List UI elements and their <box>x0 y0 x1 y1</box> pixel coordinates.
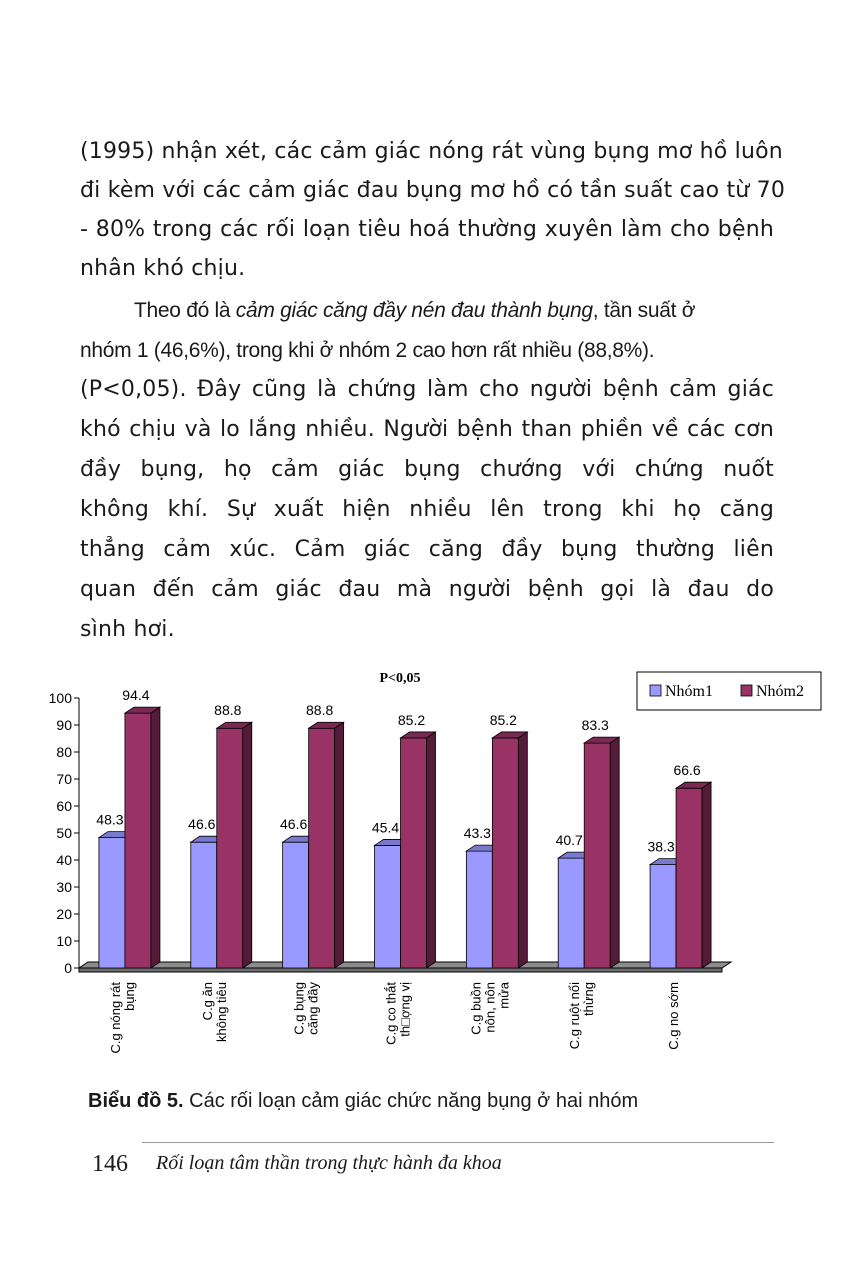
x-category-label-line: C.g bụng <box>291 982 307 1035</box>
data-label: 38.3 <box>647 838 675 855</box>
bar-nhóm2-side <box>427 732 436 968</box>
bar-nhóm1-front <box>99 838 125 968</box>
bar-chart <box>0 660 854 1080</box>
legend-swatch-nhóm2 <box>741 685 752 696</box>
text-span: Theo đó là <box>134 299 236 322</box>
data-label: 85.2 <box>489 711 517 728</box>
bar-nhóm2-front <box>676 788 702 968</box>
x-category-label-line: không tiêu <box>213 982 229 1042</box>
text-line: khó chịu và lo lắng nhiều. Người bệnh than phiền về các cơn <box>80 417 774 442</box>
text-line: (1995) nhận xét, các cảm giác nóng rát vùng bụng mơ hồ luôn <box>80 139 783 164</box>
x-category-label <box>384 982 413 1045</box>
bar-nhóm1-front <box>283 842 309 968</box>
data-label: 88.8 <box>306 702 334 719</box>
x-category-label-line: căng đầy <box>305 982 321 1035</box>
data-label: 85.2 <box>397 711 426 728</box>
data-label: 88.8 <box>214 702 242 719</box>
x-category-label-line: C.g no sớm <box>666 982 682 1050</box>
bar-nhóm2-front <box>492 738 518 968</box>
y-tick-label: 10 <box>56 933 72 949</box>
data-label: 83.3 <box>581 717 609 734</box>
x-category-label <box>200 982 229 1042</box>
x-category-label-line: C.g ăn <box>199 982 215 1021</box>
caption-label: Biểu đồ 5. <box>88 1090 184 1112</box>
chart-title: P<0,05 <box>379 671 421 686</box>
bar-nhóm2-side <box>335 722 344 968</box>
text-span: , tần suất ở <box>592 299 696 322</box>
x-category-label-line: bụng <box>121 982 137 1011</box>
y-tick-label: 100 <box>48 690 72 706</box>
running-title: Rối loạn tâm thần trong thực hành đa khoa <box>156 1152 502 1174</box>
text-line: nhóm 1 (46,6%), trong khi ở nhóm 2 cao hơn rất nhiều (88,8%). <box>80 339 655 362</box>
figure-caption <box>88 1090 638 1113</box>
y-tick-label: 50 <box>56 825 72 841</box>
text-line: đầy bụng, họ cảm giác bụng chướng với chứng nuốt <box>80 457 774 482</box>
y-tick-label: 90 <box>56 717 72 733</box>
footer-rule <box>142 1142 774 1143</box>
data-label: 43.3 <box>463 825 491 842</box>
text-line: không khí. Sự xuất hiện nhiều lên trong khi họ căng <box>80 497 774 522</box>
bar-nhóm1-front <box>375 845 401 968</box>
bar-nhóm1-front <box>558 858 584 968</box>
y-tick-label: 20 <box>56 906 72 922</box>
text-line <box>134 296 695 326</box>
x-category-label-line: C.g ruột nổi <box>567 982 583 1050</box>
chart-floor-edge <box>79 968 722 972</box>
x-category-label <box>666 982 681 1050</box>
y-tick-label: 0 <box>64 960 72 976</box>
text-line: thẳng cảm xúc. Cảm giác căng đầy bụng thường liên <box>80 537 774 562</box>
text-line: quan đến cảm giác đau mà người bệnh gọi là đau do <box>80 577 774 602</box>
bar-nhóm2-front <box>125 713 151 968</box>
x-category-label-line: nôn, nôn <box>482 982 498 1033</box>
data-label: 46.6 <box>280 816 308 833</box>
x-category-label-line: thừng <box>581 982 597 1017</box>
bar-nhóm2-front <box>401 738 427 968</box>
text-line: sình hơi. <box>80 617 175 642</box>
text-line: nhân khó chịu. <box>80 256 246 281</box>
legend-label-nhóm2: Nhóm2 <box>756 683 804 700</box>
bar-nhóm2-side <box>518 732 527 968</box>
bar-nhóm2-side <box>151 707 160 968</box>
x-category-label-line: mửa <box>496 982 512 1009</box>
bar-nhóm2-front <box>584 743 610 968</box>
bar-nhóm2-side <box>610 737 619 968</box>
data-label: 94.4 <box>122 687 150 704</box>
legend-label-nhóm1: Nhóm1 <box>665 683 713 700</box>
data-label: 66.6 <box>673 762 701 779</box>
bar-nhóm2-side <box>702 782 711 968</box>
legend-swatch-nhóm1 <box>650 685 661 696</box>
text-line: (P<0,05). Đây cũng là chứng làm cho người bệnh cảm giác <box>80 377 774 402</box>
bar-nhóm2-front <box>309 728 335 968</box>
x-category-label-line: C.g nóng rát <box>107 982 123 1054</box>
x-category-label-line: C.g co thắt <box>383 982 399 1045</box>
bar-nhóm2-side <box>243 722 252 968</box>
data-label: 46.6 <box>188 816 216 833</box>
bar-nhóm2-front <box>217 728 243 968</box>
bar-nhóm1-front <box>650 865 676 968</box>
x-category-label-line: C.g buồn <box>468 982 484 1035</box>
page-number: 146 <box>92 1151 128 1177</box>
bar-nhóm1-front <box>466 851 492 968</box>
data-label: 45.4 <box>371 819 400 836</box>
x-category-label <box>108 982 137 1054</box>
y-tick-label: 40 <box>56 852 72 868</box>
y-tick-label: 60 <box>56 798 72 814</box>
x-category-label <box>292 982 321 1035</box>
y-tick-label: 80 <box>56 744 72 760</box>
x-category-label <box>468 981 511 1035</box>
emphasis-text: cảm giác căng đầy nén đau thành bụng <box>235 299 593 322</box>
text-line: đi kèm với các cảm giác đau bụng mơ hồ có tần suất cao từ 70 <box>80 178 786 203</box>
x-category-label-line: th□ợng vị <box>397 982 413 1037</box>
caption-text: Các rối loạn cảm giác chức năng bụng ở hai nhóm <box>183 1090 639 1112</box>
y-tick-label: 70 <box>56 771 72 787</box>
bar-nhóm1-front <box>191 842 217 968</box>
x-category-label <box>567 982 596 1049</box>
text-line: - 80% trong các rối loạn tiêu hoá thường xuyên làm cho bệnh <box>80 217 774 242</box>
data-label: 40.7 <box>555 832 583 849</box>
data-label: 48.3 <box>96 811 124 828</box>
y-tick-label: 30 <box>56 879 72 895</box>
